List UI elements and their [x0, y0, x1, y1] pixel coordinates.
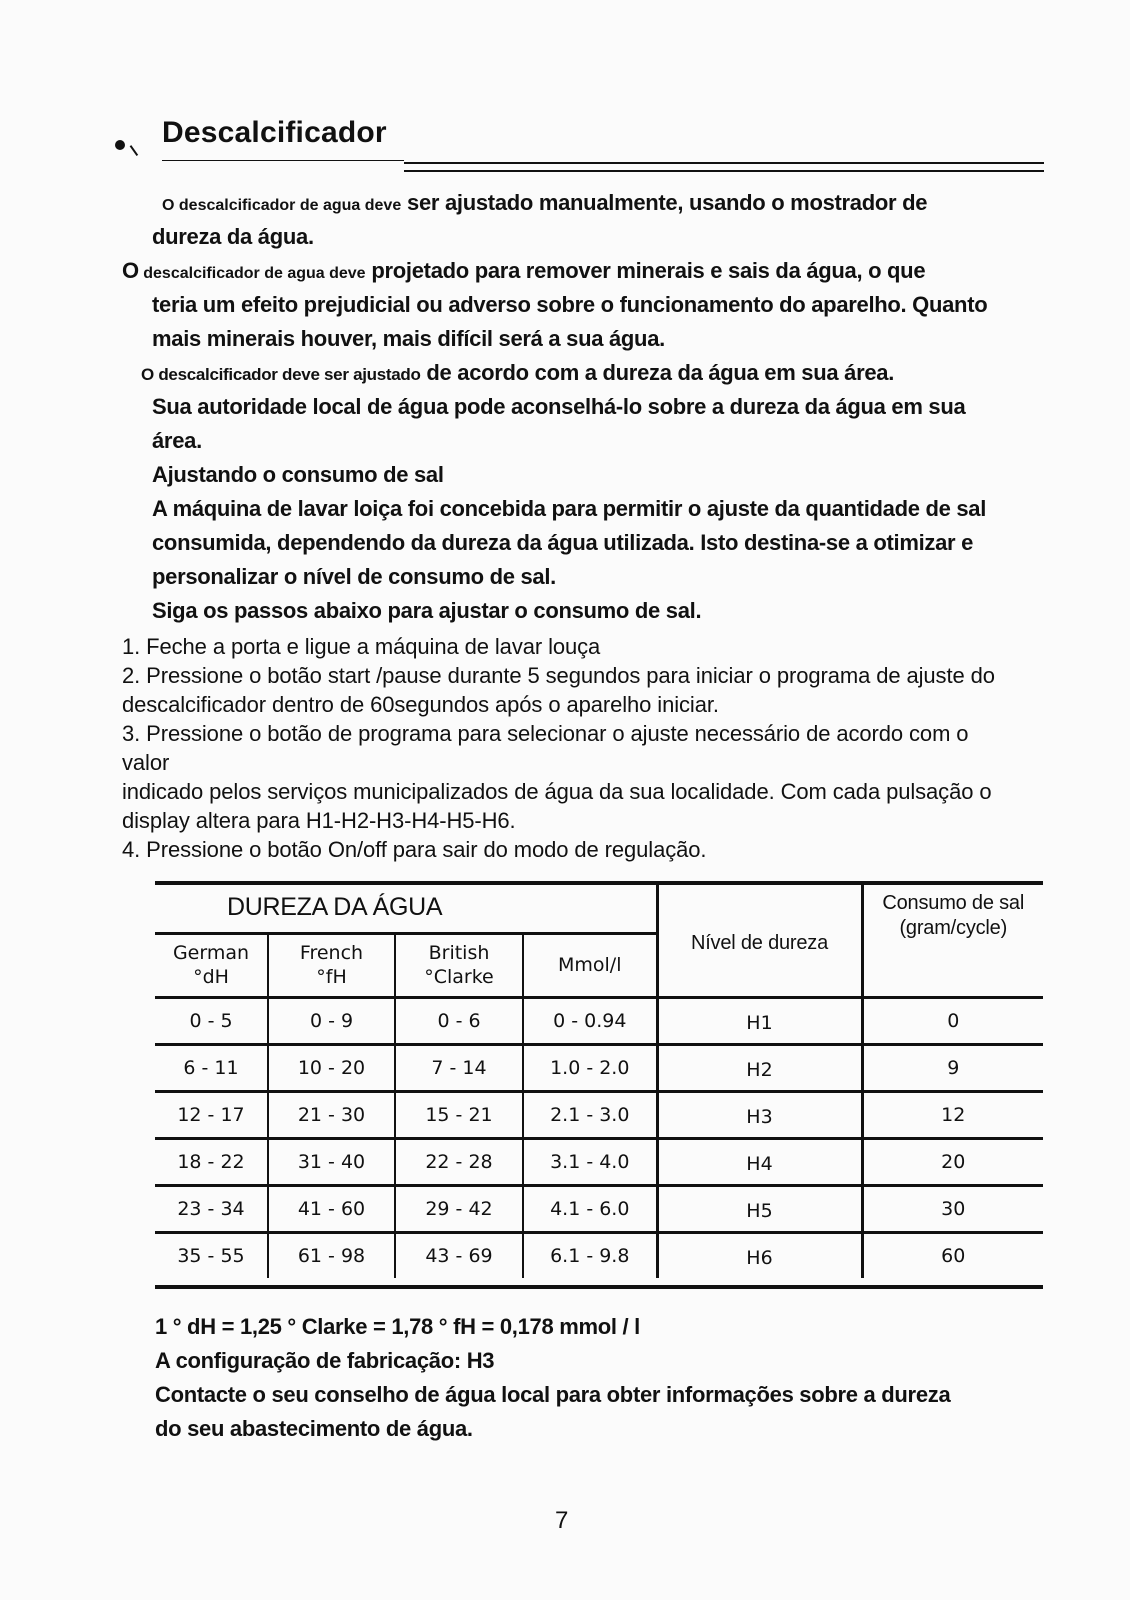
- cell-clarke: 0 - 6: [395, 997, 523, 1044]
- cell-clarke: 22 - 28: [395, 1138, 523, 1185]
- cell-clarke: 29 - 42: [395, 1185, 523, 1232]
- heading-bullet-icon: [115, 140, 125, 150]
- unit-name: French: [299, 942, 364, 964]
- step-line: 3. Pressione o botão de programa para selecionar o ajuste necessário de acordo com o: [122, 721, 969, 746]
- intro-rest-1: ser ajustado manualmente, usando o mostrador de: [401, 190, 928, 215]
- unit-header-british: [395, 933, 523, 997]
- intro-lead-2: O: [122, 258, 139, 283]
- step-line: descalcificador dentro de 60segundos após o aparelho iniciar.: [122, 692, 719, 717]
- water-hardness-table: [155, 883, 1043, 1278]
- cell-dh: 18 - 22: [177, 1150, 245, 1173]
- table-row: [155, 1091, 1043, 1138]
- table-bottom-rule: [155, 1285, 1043, 1289]
- intro-small-3: O descalcificador deve ser ajustado: [141, 365, 421, 384]
- table-row: [155, 1185, 1043, 1232]
- step-line: 4. Pressione o botão On/off para sair do modo de regulação.: [122, 837, 707, 862]
- title-underline: [162, 160, 404, 161]
- cell-dh: 23 - 34: [177, 1197, 245, 1220]
- cell-salt: 0: [862, 997, 1043, 1044]
- cell-fh: 31 - 40: [268, 1138, 395, 1185]
- factory-setting-note: A configuração de fabricação: H3: [155, 1348, 495, 1373]
- cell-level: H3: [657, 1091, 862, 1138]
- cell-mmol: 3.1 - 4.0: [523, 1138, 657, 1185]
- contact-note-line-1: Contacte o seu conselho de água local para obter informações sobre a dureza: [155, 1382, 951, 1407]
- salt-header: [862, 883, 1043, 997]
- table-row: [155, 1138, 1043, 1185]
- intro-line-1: [162, 186, 927, 223]
- intro-line-7: Sua autoridade local de água pode aconselhá-lo sobre a dureza da água em sua: [152, 394, 966, 419]
- table-row: [155, 1044, 1043, 1091]
- section-title: Descalcificador: [162, 116, 387, 149]
- cell-level: H2: [657, 1044, 862, 1091]
- intro-line-12: personalizar o nível de consumo de sal.: [152, 564, 556, 589]
- unit-symbol: °fH: [316, 966, 347, 988]
- cell-dh: 35 - 55: [177, 1244, 245, 1267]
- unit-name: German: [172, 942, 250, 964]
- step-line: display altera para H1-H2-H3-H4-H5-H6.: [122, 808, 516, 833]
- level-header: Nível de dureza: [657, 883, 862, 997]
- cell-mmol: 6.1 - 9.8: [523, 1232, 657, 1278]
- cell-mmol: 0 - 0.94: [523, 997, 657, 1044]
- cell-dh: 12 - 17: [177, 1103, 245, 1126]
- intro-small-1: O descalcificador de agua deve: [162, 197, 402, 214]
- cell-level: H6: [657, 1232, 862, 1278]
- conversion-note: 1 ° dH = 1,25 ° Clarke = 1,78 ° fH = 0,178 mmol / l: [155, 1314, 640, 1339]
- cell-level: H4: [657, 1138, 862, 1185]
- cell-fh: 41 - 60: [268, 1185, 395, 1232]
- intro-small-2: descalcificador de agua deve: [138, 265, 366, 282]
- contact-note-line-2: do seu abastecimento de água.: [155, 1416, 473, 1441]
- cell-mmol: 1.0 - 2.0: [523, 1044, 657, 1091]
- unit-name: British: [428, 942, 490, 964]
- cell-clarke: 7 - 14: [395, 1044, 523, 1091]
- cell-salt: 12: [862, 1091, 1043, 1138]
- cell-mmol: 4.1 - 6.0: [523, 1185, 657, 1232]
- cell-salt: 30: [862, 1185, 1043, 1232]
- heading-rule-top: [404, 162, 1044, 164]
- cell-fh: 10 - 20: [268, 1044, 395, 1091]
- cell-clarke: 15 - 21: [395, 1091, 523, 1138]
- intro-rest-3: de acordo com a dureza da água em sua área.: [420, 360, 895, 385]
- unit-symbol: °Clarke: [424, 966, 494, 988]
- cell-dh: 0 - 5: [189, 1009, 233, 1032]
- table-row: [155, 997, 1043, 1044]
- cell-level: H1: [657, 997, 862, 1044]
- intro-line-2: dureza da água.: [152, 224, 314, 249]
- cell-dh: 6 - 11: [183, 1056, 239, 1079]
- salt-header-line-2: (gram/cycle): [899, 917, 1008, 939]
- unit-header-mmol: Mmol/l: [523, 933, 657, 997]
- intro-line-11: consumida, dependendo da dureza da água utilizada. Isto destina-se a otimizar e: [152, 530, 974, 555]
- unit-header-french: [268, 933, 395, 997]
- intro-line-6: [141, 356, 894, 392]
- salt-sub-heading: Ajustando o consumo de sal: [152, 462, 444, 487]
- unit-symbol: °dH: [193, 966, 229, 988]
- intro-line-5: mais minerais houver, mais difícil será a sua água.: [152, 326, 665, 351]
- table-row: [155, 1232, 1043, 1278]
- heading-rule-bottom: [404, 170, 1044, 172]
- cell-salt: 20: [862, 1138, 1043, 1185]
- page-number: 7: [555, 1507, 569, 1534]
- cell-salt: 60: [862, 1232, 1043, 1278]
- cell-salt: 9: [862, 1044, 1043, 1091]
- intro-line-13: Siga os passos abaixo para ajustar o consumo de sal.: [152, 598, 702, 623]
- hardness-group-header: DUREZA DA ÁGUA: [155, 883, 657, 933]
- cell-fh: 0 - 9: [268, 997, 395, 1044]
- step-line: 2. Pressione o botão start /pause durante 5 segundos para iniciar o programa de ajuste do: [122, 663, 995, 688]
- step-line: 1. Feche a porta e ligue a máquina de lavar louça: [122, 634, 601, 659]
- cell-fh: 61 - 98: [268, 1232, 395, 1278]
- intro-line-4: teria um efeito prejudicial ou adverso sobre o funcionamento do aparelho. Quanto: [152, 292, 988, 317]
- step-line: valor: [122, 750, 170, 775]
- intro-line-8: área.: [152, 428, 202, 453]
- intro-line-3: [122, 254, 925, 291]
- unit-header-german: [155, 933, 268, 997]
- salt-header-line-1: Consumo de sal: [882, 892, 1025, 914]
- step-line: indicado pelos serviços municipalizados de água da sua localidade. Com cada pulsação o: [122, 779, 992, 804]
- cell-level: H5: [657, 1185, 862, 1232]
- cell-clarke: 43 - 69: [395, 1232, 523, 1278]
- cell-mmol: 2.1 - 3.0: [523, 1091, 657, 1138]
- intro-line-10: A máquina de lavar loiça foi concebida para permitir o ajuste da quantidade de sal: [152, 496, 987, 521]
- cell-fh: 21 - 30: [268, 1091, 395, 1138]
- intro-rest-2: projetado para remover minerais e sais da água, o que: [365, 258, 926, 283]
